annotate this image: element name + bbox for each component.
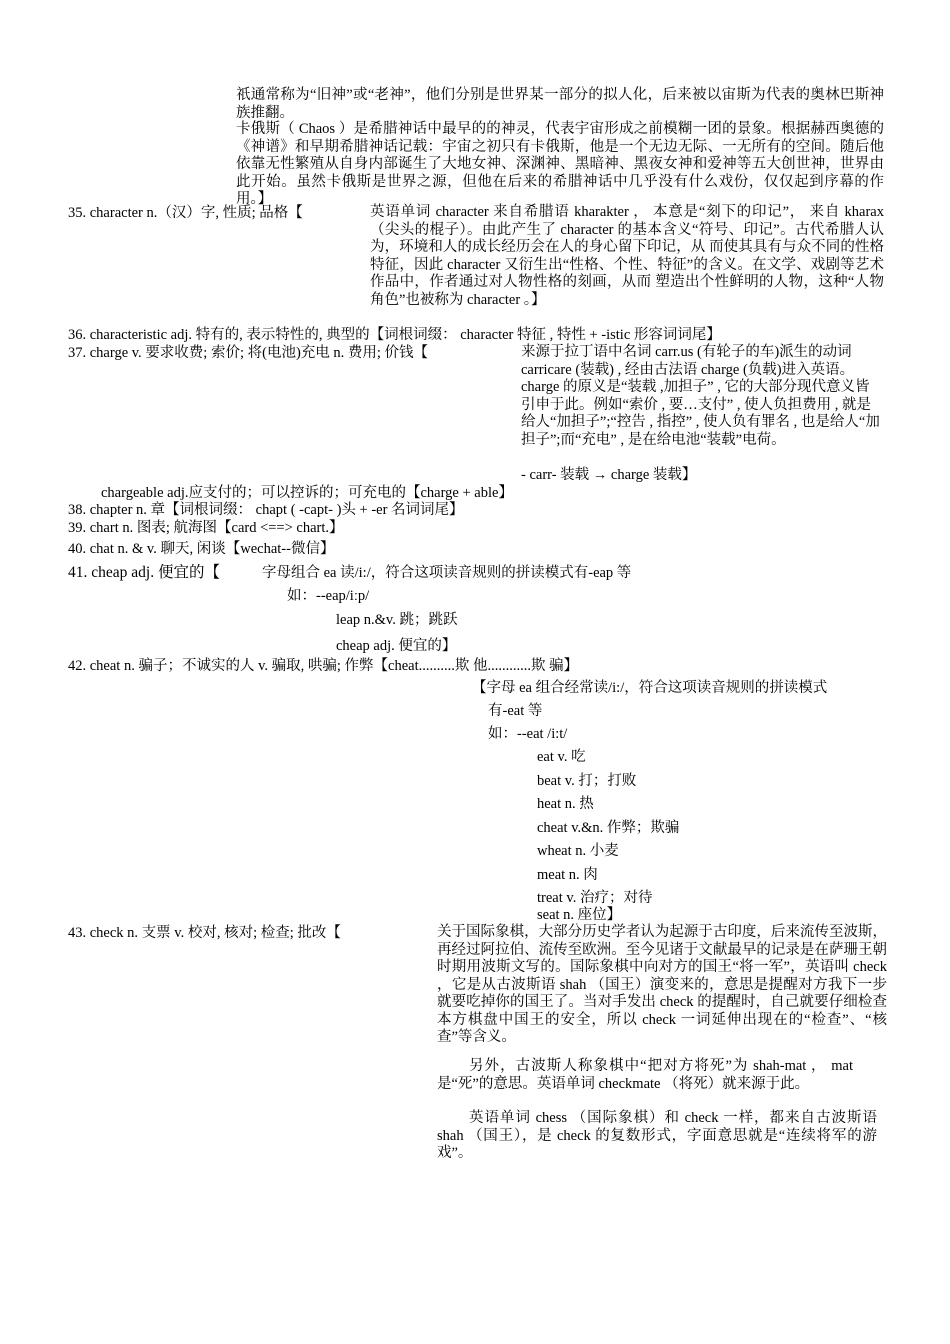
entry-35-etymology: 英语单词 character 来自希腊语 kharakter ， 本意是“刻下的印记”， 来自 kharax （尖头的棍子）。由此产生了 character 的基本含义“符号、印记”。古代希腊人认为，环境和人的成长经历会在人的身心留下印记，从 而使其具有与众不同的性格特征，因此 character 又衍生出“性格、个性、特征”的含义。在文学、戏剧等艺术作品中，作者通过对人物性格的刻画，从而 塑造出个性鲜明的人物，这种“人物角色”也被称为 character 。】 xyxy=(370,204,884,308)
entry-43-etymology-3: 英语单词 chess （国际象棋）和 check 一样，都来自古波斯语 shah （国王），是 check 的复数形式，字面意思就是“连续将军的游戏”。 xyxy=(437,1110,877,1161)
entry-42-word-eat: eat v. 吃 xyxy=(537,749,586,765)
entry-42-rule-line2: 有-eat 等 xyxy=(488,703,543,719)
entry-35-headword: 35. character n.（汉）字, 性质; 品格【 xyxy=(68,205,303,221)
entry-43-headword: 43. check n. 支票 v. 校对, 核对; 检查; 批改【 xyxy=(68,925,341,941)
entry-42-example: 如：--eat /i:t/ xyxy=(488,726,568,742)
entry-42-word-treat: treat v. 治疗；对待 xyxy=(537,890,653,906)
entry-42-rule-line1: 【字母 ea 组合经常读/i:/，符合这项读音规则的拼读模式 xyxy=(472,680,828,696)
entry-41-rule: 字母组合 ea 读/i:/，符合这项读音规则的拼读模式有-eap 等 xyxy=(262,565,632,581)
entry-41-headword: 41. cheap adj. 便宜的【 xyxy=(68,564,220,581)
entry-42-word-seat: seat n. 座位】 xyxy=(537,907,622,923)
intro-paragraph-chaos: 卡俄斯（ Chaos ）是希腊神话中最早的的神灵，代表宇宙形成之前模糊一团的景象。根据赫西奥德的《神谱》和早期希腊神话记载：宇宙之初只有卡俄斯，他是一个无边无际、一无所有的空间。随后他依靠无性繁殖从自身内部诞生了大地女神、深渊神、黑暗神、黑夜女神和爱神等五大创世神，世界由此开始。虽然卡俄斯是世界之源，但他在后来的希腊神话中几乎没有什么戏份，仅仅起到序幕的作用。】 xyxy=(236,121,884,207)
entry-43-etymology-1: 关于国际象棋，大部分历史学者认为起源于古印度，后来流传至波斯，再经过阿拉伯、流传至欧洲。至今见诸于文献最早的记录是在萨珊王朝时期用波斯文写的。国际象棋中向对方的国王“将一军”，英语叫 check ，它是从古波斯语 shah （国王）演变来的，意思是提醒对方我下一步就要吃掉你的国王了。当对手发出 check 的提醒时，自己就要仔细检查本方棋盘中国王的安全，所以 check 一词延伸出现在的“检查”、“核查”等含义。 xyxy=(437,924,887,1045)
entry-36-characteristic: 36. characteristic adj. 特有的, 表示特性的, 典型的【词根词缀： character 特征 , 特性 + -istic 形容词词尾】 xyxy=(68,327,721,343)
entry-41-example: 如：--eap/iːp/ xyxy=(287,588,370,604)
entry-37-etymology: 来源于拉丁语中名词 carr.us (有轮子的车)派生的动词 carricare (装载) , 经由古法语 charge (负载)进入英语。 charge 的原义是“装载 ,加担子” , 它的大部分现代意义皆引申于此。例如“索价 , 要…支付” , 使人负担费用 , 就是给人“加担子”;“控告 , 指控” , 使人负有罪名 , 也是给人“加担子”;而“充电” , 是在给电池“装载”电荷。 xyxy=(521,344,880,448)
entry-42-word-heat: heat n. 热 xyxy=(537,796,594,812)
entry-41-word-cheap: cheap adj. 便宜的】 xyxy=(336,638,457,654)
entry-42-word-wheat: wheat n. 小麦 xyxy=(537,843,619,859)
entry-42-headword: 42. cheat n. 骗子；不诚实的人 v. 骗取, 哄骗; 作弊【cheat..........欺 他............欺 骗】 xyxy=(68,658,579,674)
entry-42-word-meat: meat n. 肉 xyxy=(537,867,598,883)
entry-chargeable: chargeable adj.应支付的；可以控诉的；可充电的【charge + able】 xyxy=(101,485,513,501)
entry-42-word-cheat: cheat v.&n. 作弊；欺骗 xyxy=(537,820,680,836)
entry-38-chapter: 38. chapter n. 章【词根词缀： chapt ( -capt- )头 + -er 名词词尾】 xyxy=(68,502,464,518)
entry-39-chart: 39. chart n. 图表; 航海图【card <==> chart.】 xyxy=(68,520,344,536)
entry-37-root: - carr- 装载 → charge 装载】 xyxy=(521,467,697,483)
entry-40-chat: 40. chat n. & v. 聊天, 闲谈【wechat--微信】 xyxy=(68,541,335,557)
entry-37-headword: 37. charge v. 要求收费; 索价; 将(电池)充电 n. 费用; 价钱【 xyxy=(68,345,429,361)
entry-42-word-beat: beat v. 打；打败 xyxy=(537,773,637,789)
entry-41-word-leap: leap n.&v. 跳；跳跃 xyxy=(336,612,458,628)
entry-43-etymology-2: 另外，古波斯人称象棋中“把对方将死”为 shah-mat ， mat 是“死”的意思。英语单词 checkmate （将死）就来源于此。 xyxy=(437,1058,853,1092)
intro-paragraph-1: 祇通常称为“旧神”或“老神”，他们分别是世界某一部分的拟人化，后来被以宙斯为代表的奥林巴斯神族推翻。 xyxy=(236,87,884,121)
